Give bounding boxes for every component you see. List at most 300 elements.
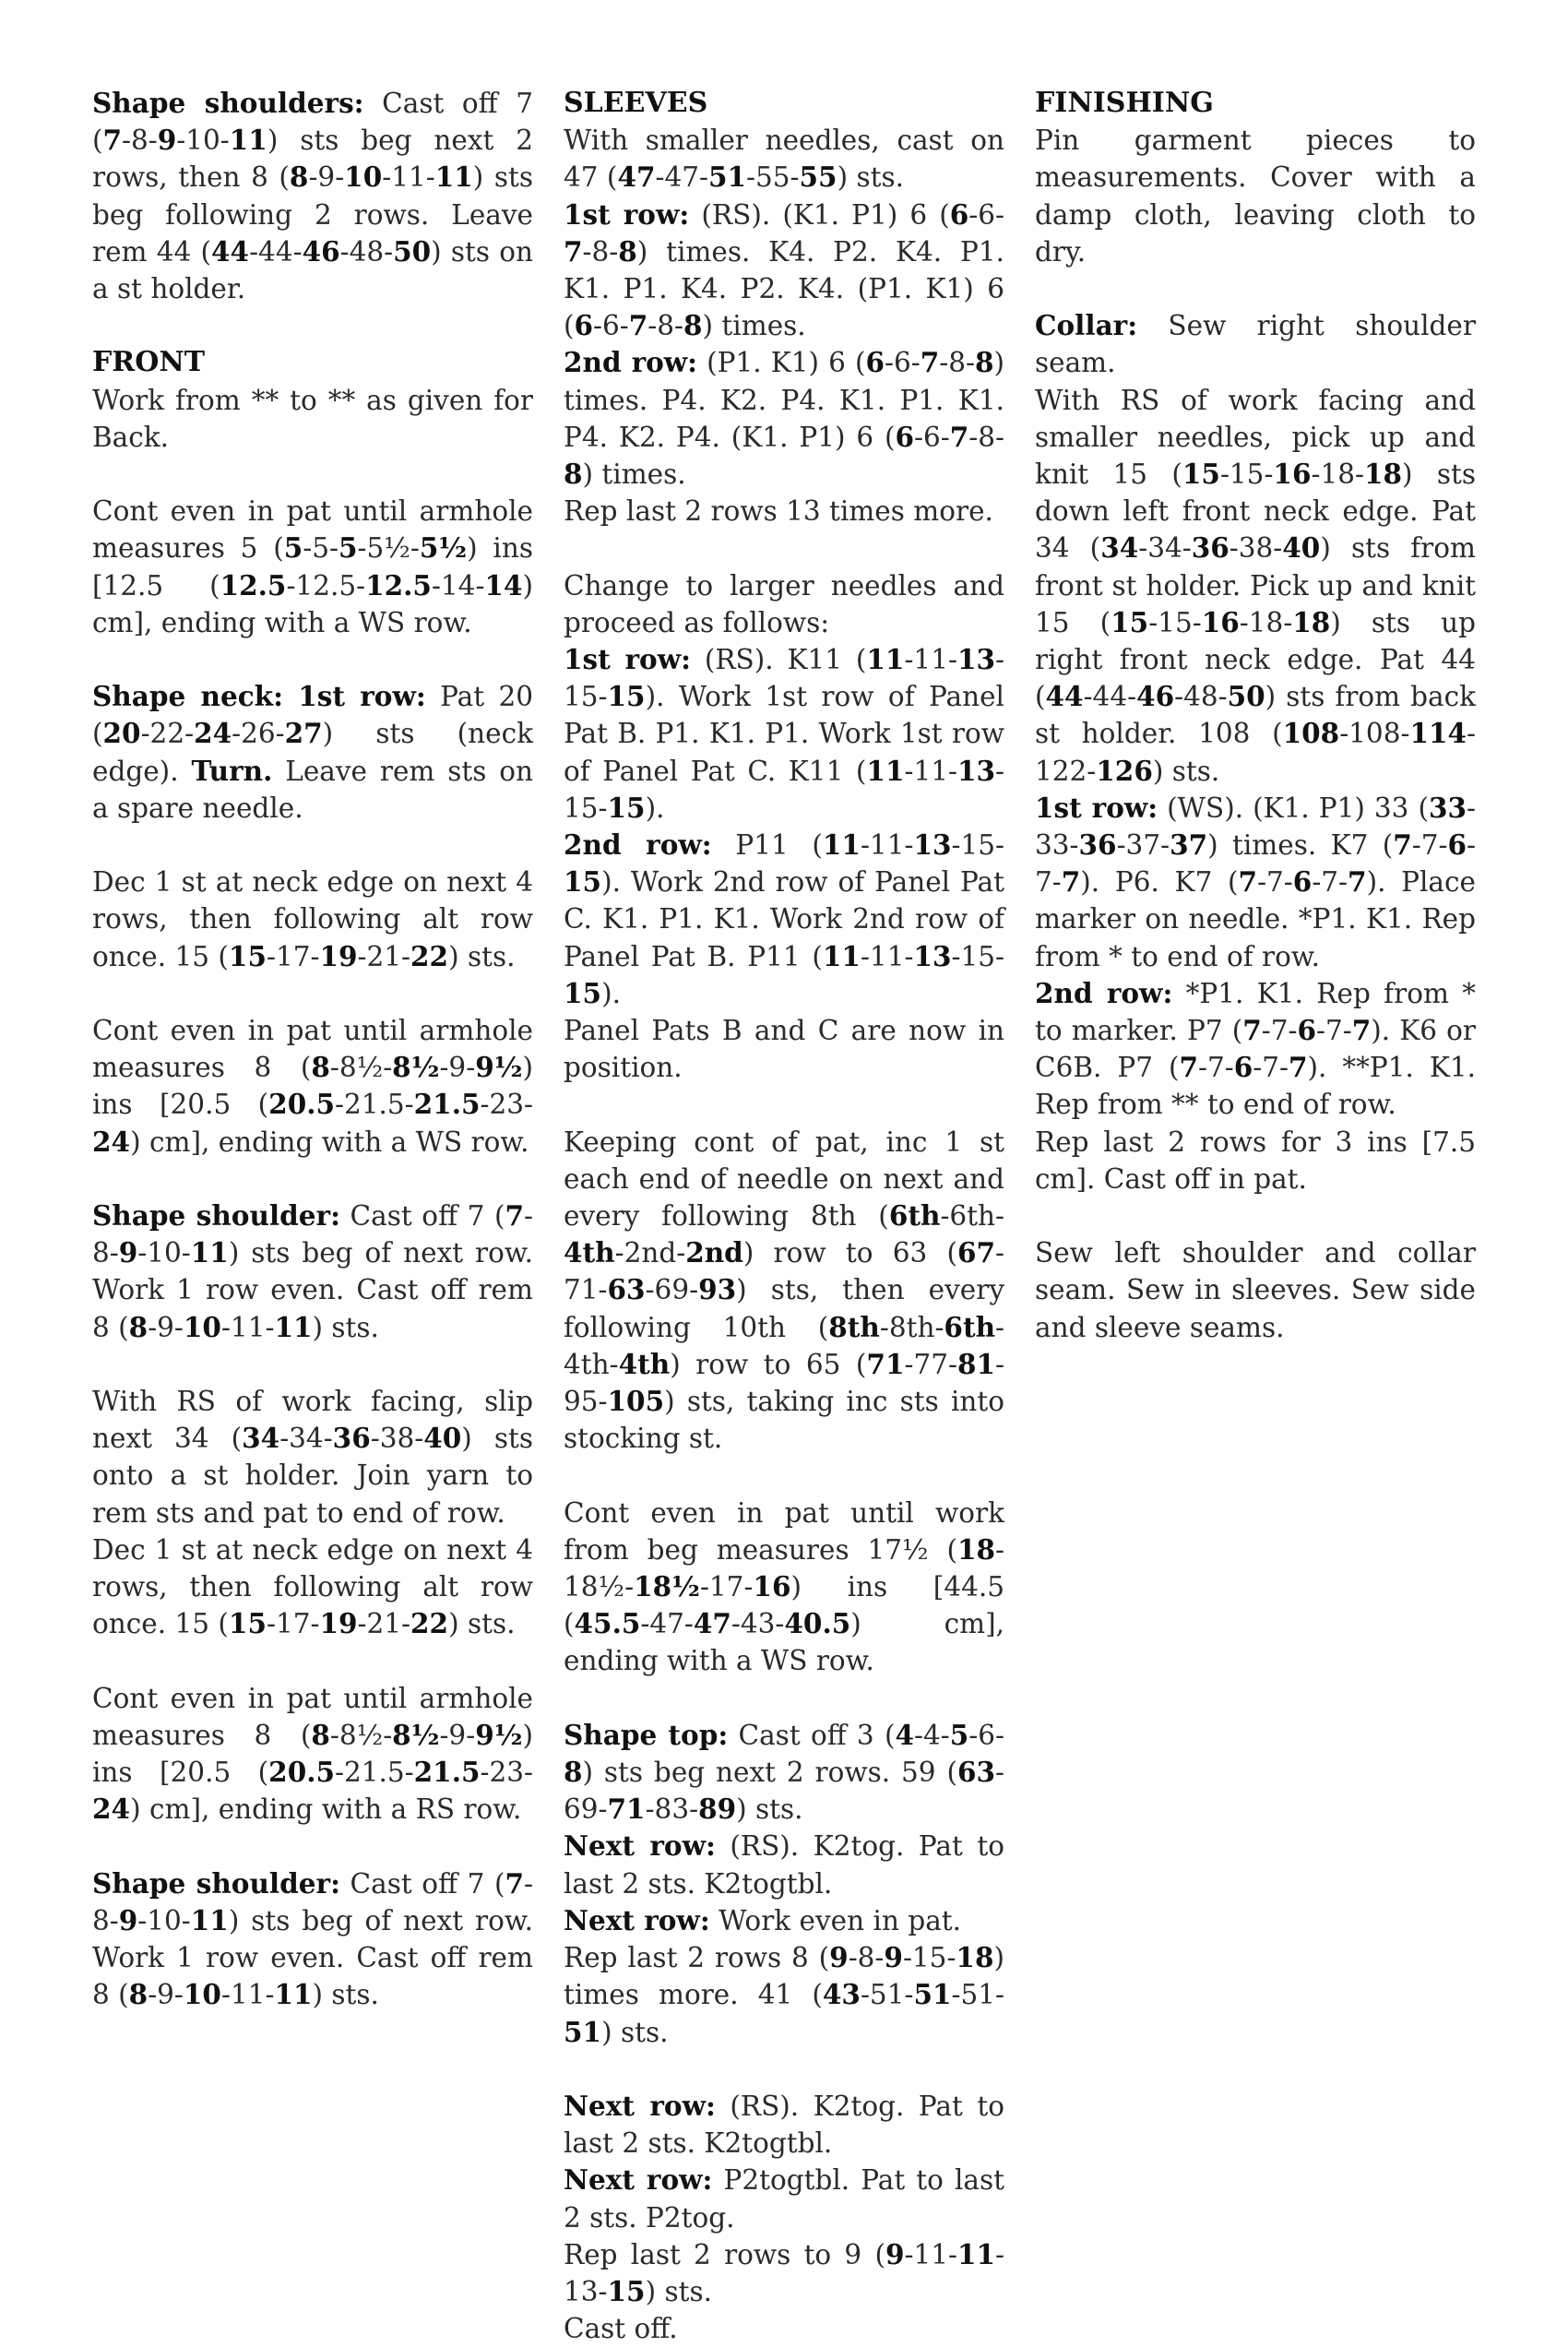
bold-text: 2nd row: <box>564 346 698 379</box>
text: -15- <box>564 755 1004 824</box>
pattern-paragraph <box>1035 122 1476 270</box>
bold-text: 9 <box>829 1941 849 1974</box>
text: -6- <box>885 347 921 379</box>
text: -8- <box>939 347 975 379</box>
pattern-paragraph <box>1035 790 1476 975</box>
bold-text: 7 <box>1288 1051 1308 1084</box>
bold-text: 36 <box>1078 828 1117 862</box>
bold-text: 13 <box>956 754 996 787</box>
bold-text: 5 <box>949 1718 969 1751</box>
bold-text: 40.5 <box>784 1607 851 1640</box>
bold-text: 21.5 <box>413 1088 481 1121</box>
bold-text: 44 <box>211 234 250 268</box>
text: -44- <box>249 235 303 268</box>
bold-text: 47 <box>693 1607 731 1640</box>
text: -47- <box>640 1608 694 1640</box>
pattern-paragraph <box>564 197 1004 345</box>
text: ) ins [20.5 ( <box>92 1052 533 1121</box>
bold-text: 13 <box>913 939 952 972</box>
bold-text: 15 <box>607 680 646 713</box>
bold-text: 7 <box>1393 828 1412 862</box>
text: -15- <box>951 829 1004 862</box>
bold-text: 11 <box>866 754 905 787</box>
text: -38- <box>1229 532 1283 565</box>
pattern-paragraph <box>564 344 1004 493</box>
bold-text: 15 <box>607 2274 646 2307</box>
text: -34- <box>279 1423 333 1455</box>
text: (RS). K2tog. Pat to last 2 sts. K2togtbl. <box>564 2090 1004 2160</box>
pattern-paragraph <box>92 864 533 975</box>
bold-text: 7 <box>505 1866 525 1900</box>
bold-text: 10 <box>183 1978 221 2011</box>
bold-text: 18 <box>1363 458 1403 491</box>
text: -11- <box>904 755 957 787</box>
bold-text: 5 <box>283 531 303 565</box>
bold-text: 1st row: <box>1035 791 1158 824</box>
bold-text: 43 <box>822 1978 861 2011</box>
text: Leave rem sts on a spare needle. <box>92 755 533 824</box>
text: -71- <box>564 1237 1004 1306</box>
bold-text: 7 <box>1179 1051 1198 1084</box>
text: -8½- <box>329 1719 393 1751</box>
text: -11- <box>860 829 914 862</box>
bold-text: 12.5 <box>365 568 432 602</box>
bold-text: 15 <box>1111 605 1149 638</box>
text: -15- <box>564 644 1004 713</box>
text: -15- <box>1148 606 1202 638</box>
bold-text: Next row: <box>564 1829 716 1863</box>
bold-text: 12.5 <box>220 568 287 602</box>
text: ) sts. <box>1152 755 1220 787</box>
bold-text: 9 <box>884 1941 903 1974</box>
text: -21.5- <box>335 1089 414 1121</box>
bold-text: 8th <box>828 1310 880 1343</box>
bold-text: 6 <box>574 309 594 342</box>
bold-text: 7 <box>1242 1014 1262 1047</box>
text: -17- <box>266 1608 320 1640</box>
text: -69- <box>645 1274 699 1306</box>
text: Cast off 7 ( <box>339 1200 505 1232</box>
text: -83- <box>645 1793 699 1826</box>
pattern-paragraph <box>92 678 533 827</box>
bold-text: 6 <box>1447 828 1467 862</box>
bold-text: 10 <box>183 1310 221 1343</box>
text: -9- <box>308 161 345 194</box>
bold-text: 63 <box>956 1756 996 1789</box>
bold-text: 15 <box>564 865 602 899</box>
text: -18½- <box>564 1533 1004 1603</box>
bold-text: 6 <box>1233 1051 1253 1084</box>
text: -9- <box>439 1719 476 1751</box>
text: -7- <box>1198 1052 1234 1084</box>
text: Cont even in pat until armhole measures 8 ( <box>92 1682 533 1751</box>
bold-text: 11 <box>274 1978 313 2011</box>
bold-text: 15 <box>1182 458 1220 491</box>
text: -15- <box>902 1942 956 1974</box>
bold-text: 19 <box>319 1607 358 1640</box>
text: -5- <box>303 532 339 565</box>
pattern-paragraph <box>92 1012 533 1161</box>
bold-text: 11 <box>956 2237 996 2270</box>
bold-text: 11 <box>190 1903 229 1936</box>
bold-text: 51 <box>707 161 747 194</box>
text: ) row to 63 ( <box>742 1237 957 1269</box>
bold-text: 16 <box>1273 458 1312 491</box>
text: ) sts. <box>448 1608 516 1640</box>
bold-text: 9½ <box>475 1051 523 1084</box>
bold-text: 8 <box>311 1051 330 1084</box>
text: ) times. P4. K2. P4. K1. P1. K1. P4. K2. P4. (K1. P1) 6 ( <box>564 347 1005 453</box>
text: (RS). (K1. P1) 6 ( <box>689 198 950 231</box>
bold-text: FINISHING <box>1035 87 1214 119</box>
bold-text: 71 <box>866 1347 905 1380</box>
column-right <box>1035 85 1476 1383</box>
pattern-paragraph <box>564 493 1004 530</box>
text: -8- <box>647 310 684 342</box>
pattern-paragraph <box>92 1383 533 1531</box>
text: ) sts (neck edge). <box>92 718 533 787</box>
bold-text: 105 <box>607 1385 665 1418</box>
bold-text: 8 <box>289 161 309 194</box>
bold-text: Next row: <box>564 2163 713 2197</box>
bold-text: 9 <box>885 2237 905 2270</box>
text: With RS of work facing and smaller needles, pick up and knit 15 ( <box>1035 384 1476 491</box>
pattern-paragraph <box>564 122 1004 196</box>
pattern-paragraph <box>92 1197 533 1346</box>
text: With smaller needles, cast on 47 ( <box>564 125 1004 194</box>
text: -7- <box>1261 1015 1298 1047</box>
bold-text: 36 <box>332 1422 371 1455</box>
bold-text: Next row: <box>564 2089 716 2122</box>
bold-text: 7 <box>1061 865 1081 899</box>
text: -8½- <box>329 1052 393 1084</box>
text: -7- <box>1035 829 1476 899</box>
bold-text: 6 <box>865 346 885 379</box>
pattern-paragraph <box>564 2162 1004 2235</box>
text: Pin garment pieces to measurements. Cover with a damp cloth, leaving cloth to dry. <box>1035 125 1476 268</box>
text: ) sts on a st holder. <box>92 235 533 305</box>
bold-text: 20 <box>102 717 141 750</box>
text: ) sts. <box>736 1793 803 1826</box>
bold-text: 6 <box>895 420 915 453</box>
text: ) sts. <box>312 1979 379 2011</box>
text: -13- <box>564 2238 1004 2307</box>
bold-text: 7 <box>1238 865 1258 899</box>
text: -8- <box>582 235 619 268</box>
text: -108- <box>1339 718 1410 750</box>
text: -48- <box>1174 681 1228 713</box>
text: -11- <box>860 940 914 972</box>
bold-text: 9 <box>118 1903 138 1936</box>
text: ) sts. <box>601 2016 669 2048</box>
bold-text: 44 <box>1045 680 1084 713</box>
text: -7- <box>1312 866 1348 899</box>
bold-text: 8 <box>618 234 637 268</box>
bold-text: 8 <box>564 458 583 491</box>
text: -15- <box>951 940 1004 972</box>
bold-text: 4 <box>895 1718 915 1751</box>
bold-text: 5½ <box>419 531 468 565</box>
bold-text: 15 <box>607 791 646 824</box>
bold-text: 40 <box>1282 531 1321 565</box>
text: ) ins [12.5 ( <box>92 532 533 602</box>
pattern-paragraph <box>564 1495 1004 1680</box>
pattern-paragraph <box>92 382 533 456</box>
text: ) times. K7 ( <box>1207 829 1394 862</box>
bold-text: 45.5 <box>574 1607 641 1640</box>
bold-text: 37 <box>1170 828 1208 862</box>
text: ) sts. <box>645 2275 712 2307</box>
text: Rep last 2 rows 13 times more. <box>564 495 993 528</box>
text: Rep last 2 rows 8 ( <box>564 1942 830 1974</box>
text: -38- <box>370 1423 424 1455</box>
bold-text: 24 <box>92 1793 131 1826</box>
pattern-paragraph <box>564 1012 1004 1086</box>
bold-text: 7 <box>920 346 940 379</box>
bold-text: 1st row: <box>564 643 691 676</box>
text: -10- <box>137 1904 191 1936</box>
bold-text: 7 <box>564 234 583 268</box>
text: ) sts. <box>312 1311 379 1343</box>
text: -51- <box>860 1979 914 2011</box>
bold-text: Collar: <box>1035 309 1138 342</box>
text: -77- <box>904 1348 957 1380</box>
text: Cast off 7 ( <box>339 1867 505 1900</box>
text: ) cm], ending with a RS row. <box>130 1793 522 1826</box>
text: -8- <box>92 1867 533 1936</box>
bold-text: 6 <box>1292 865 1313 899</box>
text: Cont even in pat until armhole measures 5 ( <box>92 495 533 565</box>
pattern-paragraph <box>564 1902 1004 1939</box>
bold-text: 19 <box>319 939 358 972</box>
bold-text: 6th <box>888 1199 941 1233</box>
text: ). K6 or C6B. P7 ( <box>1035 1015 1477 1084</box>
bold-text: 20.5 <box>268 1756 336 1789</box>
text: -8th- <box>879 1311 944 1343</box>
pattern-paragraph <box>564 567 1004 641</box>
text: (P1. K1) 6 ( <box>697 347 866 379</box>
text: -26- <box>232 718 285 750</box>
pattern-paragraph <box>564 2310 1004 2347</box>
text: -14- <box>431 569 485 602</box>
text: -122- <box>1035 718 1476 787</box>
bold-text: SLEEVES <box>564 87 708 119</box>
bold-text: 34 <box>1100 531 1139 565</box>
text: -7- <box>1257 866 1293 899</box>
bold-text: 16 <box>753 1570 791 1603</box>
text: -8- <box>848 1942 885 1974</box>
text: ) row to 65 ( <box>670 1348 867 1380</box>
bold-text: 11 <box>434 161 473 194</box>
bold-text: 7 <box>102 124 123 157</box>
bold-text: Shape shoulders: <box>92 87 364 119</box>
text: ) sts. <box>837 161 904 194</box>
text: ) sts from back st holder. 108 ( <box>1035 681 1476 750</box>
bold-text: 81 <box>956 1347 996 1380</box>
text: -18- <box>1239 606 1293 638</box>
pattern-paragraph <box>564 1124 1004 1458</box>
bold-text: 46 <box>302 234 340 268</box>
text: -8- <box>92 1200 533 1269</box>
bold-text: 50 <box>1227 680 1265 713</box>
bold-text: 63 <box>607 1273 646 1306</box>
text: ) cm], ending with a WS row. <box>92 569 533 638</box>
text: ) cm], ending with a WS row. <box>130 1126 529 1158</box>
text: Cast off 7 ( <box>92 88 533 157</box>
text: -7- <box>1411 829 1448 862</box>
section-heading <box>1035 85 1476 122</box>
text: Work even in pat. <box>709 1904 962 1936</box>
text: (WS). (K1. P1) 33 ( <box>1158 792 1429 824</box>
bold-text: FRONT <box>92 346 206 379</box>
bold-text: 18 <box>956 1941 994 1974</box>
bold-text: Shape shoulder: <box>92 1199 340 1232</box>
pattern-paragraph <box>1035 1124 1476 1197</box>
bold-text: 22 <box>410 1607 449 1640</box>
bold-text: 15 <box>564 976 602 1009</box>
bold-text: 40 <box>423 1422 462 1455</box>
bold-text: 7 <box>628 309 648 342</box>
text: -9- <box>148 1979 184 2011</box>
text: Dec 1 st at neck edge on next 4 rows, then following alt row once. 15 ( <box>92 866 533 972</box>
text: -9- <box>439 1052 476 1084</box>
text: Dec 1 st at neck edge on next 4 rows, then following alt row once. 15 ( <box>92 1533 533 1640</box>
text: -37- <box>1116 829 1170 862</box>
text: -43- <box>731 1608 785 1640</box>
text: -69- <box>564 1757 1004 1826</box>
bold-text: 15 <box>228 1607 267 1640</box>
text: ) sts beg next 2 rows. 59 ( <box>582 1757 957 1789</box>
text: Cast off. <box>564 2313 678 2345</box>
text: -21- <box>357 1608 411 1640</box>
bold-text: 2nd <box>685 1236 743 1269</box>
bold-text: 11 <box>190 1236 229 1269</box>
bold-text: 14 <box>484 568 523 602</box>
bold-text: 6 <box>1297 1014 1317 1047</box>
text: -17- <box>266 940 320 972</box>
text: ) sts, then every following 10th ( <box>564 1274 1004 1343</box>
text: -8- <box>968 421 1004 453</box>
text: -21.5- <box>335 1757 414 1789</box>
text: -95- <box>564 1348 1004 1418</box>
bold-text: 27 <box>284 717 323 750</box>
pattern-paragraph <box>564 2236 1004 2310</box>
text: ) times. <box>582 459 686 491</box>
text: -44- <box>1083 681 1137 713</box>
bold-text: 7 <box>505 1199 525 1232</box>
bold-text: 24 <box>194 717 232 750</box>
text: ) ins [44.5 ( <box>564 1571 1004 1640</box>
bold-text: 13 <box>956 643 996 676</box>
pattern-paragraph <box>564 641 1004 827</box>
bold-text: 20.5 <box>268 1088 336 1121</box>
text: -55- <box>746 161 800 194</box>
text: ) sts beg of next row. Work 1 row even. Cast off rem 8 ( <box>92 1237 533 1343</box>
text: -6- <box>914 421 950 453</box>
text: ). **P1. K1. Rep from ** to end of row. <box>1035 1052 1476 1121</box>
text: -10- <box>176 125 230 157</box>
pattern-paragraph <box>92 1531 533 1643</box>
text: Pat 20 ( <box>92 681 533 750</box>
text: ) sts beg following 2 rows. Leave rem 44 ( <box>92 161 533 268</box>
bold-text: 93 <box>698 1273 737 1306</box>
bold-text: 7 <box>949 420 969 453</box>
pattern-paragraph <box>564 2088 1004 2162</box>
bold-text: 8 <box>564 1756 583 1789</box>
text: ) cm], ending with a WS row. <box>564 1608 1004 1677</box>
bold-text: 33 <box>1428 791 1467 824</box>
pattern-paragraph <box>1035 307 1476 381</box>
bold-text: 22 <box>410 939 449 972</box>
bold-text: 6th <box>944 1310 996 1343</box>
pattern-paragraph <box>1035 1234 1476 1346</box>
bold-text: 8½ <box>392 1718 440 1751</box>
bold-text: 4th <box>564 1236 615 1269</box>
text: ). P6. K7 ( <box>1080 866 1239 899</box>
bold-text: 47 <box>617 161 656 194</box>
text: -6- <box>968 198 1004 231</box>
text: *P1. K1. Rep from * to marker. P7 ( <box>1035 977 1477 1047</box>
bold-text: Turn. <box>191 754 273 787</box>
text: ). Work 1st row of Panel Pat B. P1. K1. P1. Work 1st row of Panel Pat C. K11 ( <box>564 681 1004 787</box>
text: -18- <box>1311 459 1364 491</box>
text: -10- <box>137 1237 191 1269</box>
bold-text: 114 <box>1409 717 1467 750</box>
pattern-paragraph <box>92 85 533 307</box>
text: Rep last 2 rows to 9 ( <box>564 2238 885 2270</box>
text: -7- <box>1253 1052 1289 1084</box>
text: ) sts, taking inc sts into stocking st. <box>564 1386 1004 1455</box>
text: -33- <box>1035 792 1476 862</box>
bold-text: 126 <box>1096 754 1153 787</box>
bold-text: 11 <box>229 124 267 157</box>
text: ). Work 2nd row of Panel Pat C. K1. P1. K1. Work 2nd row of Panel Pat B. P11 ( <box>564 866 1004 972</box>
text: ). Place marker on needle. *P1. K1. Rep from * to end of row. <box>1035 866 1476 972</box>
text: -21- <box>357 940 411 972</box>
pattern-paragraph <box>1035 975 1476 1124</box>
text: (RS). K2tog. Pat to last 2 sts. K2togtbl. <box>564 1830 1004 1900</box>
text: -11- <box>904 2238 957 2270</box>
text: -48- <box>339 235 394 268</box>
bold-text: 55 <box>799 161 837 194</box>
text: -7- <box>1316 1015 1352 1047</box>
bold-text: 8 <box>683 309 703 342</box>
pattern-paragraph <box>564 1717 1004 1829</box>
text: Cast off 3 ( <box>728 1719 896 1751</box>
bold-text: 71 <box>607 1793 646 1826</box>
bold-text: 8 <box>128 1978 148 2011</box>
bold-text: 108 <box>1282 717 1340 750</box>
text: Sew right shoulder seam. <box>1035 310 1476 379</box>
text: Sew left shoulder and collar seam. Sew in sleeves. Sew side and sleeve seams. <box>1035 1237 1476 1343</box>
bold-text: 7 <box>1348 865 1367 899</box>
pattern-paragraph <box>564 827 1004 1012</box>
text: -34- <box>1138 532 1192 565</box>
text: -11- <box>220 1979 275 2011</box>
text: ) times. <box>702 310 806 342</box>
bold-text: 11 <box>866 643 905 676</box>
pattern-paragraph <box>92 1865 533 2014</box>
text: ) times more. 41 ( <box>564 1942 1004 2011</box>
bold-text: 21.5 <box>413 1756 481 1789</box>
bold-text: 46 <box>1136 680 1175 713</box>
text: -6- <box>968 1719 1004 1751</box>
text: -22- <box>140 718 195 750</box>
bold-text: 24 <box>92 1125 131 1158</box>
bold-text: 67 <box>956 1236 996 1269</box>
text: Keeping cont of pat, inc 1 st each end of needle on next and every following 8th ( <box>564 1126 1004 1233</box>
bold-text: 8½ <box>392 1051 440 1084</box>
